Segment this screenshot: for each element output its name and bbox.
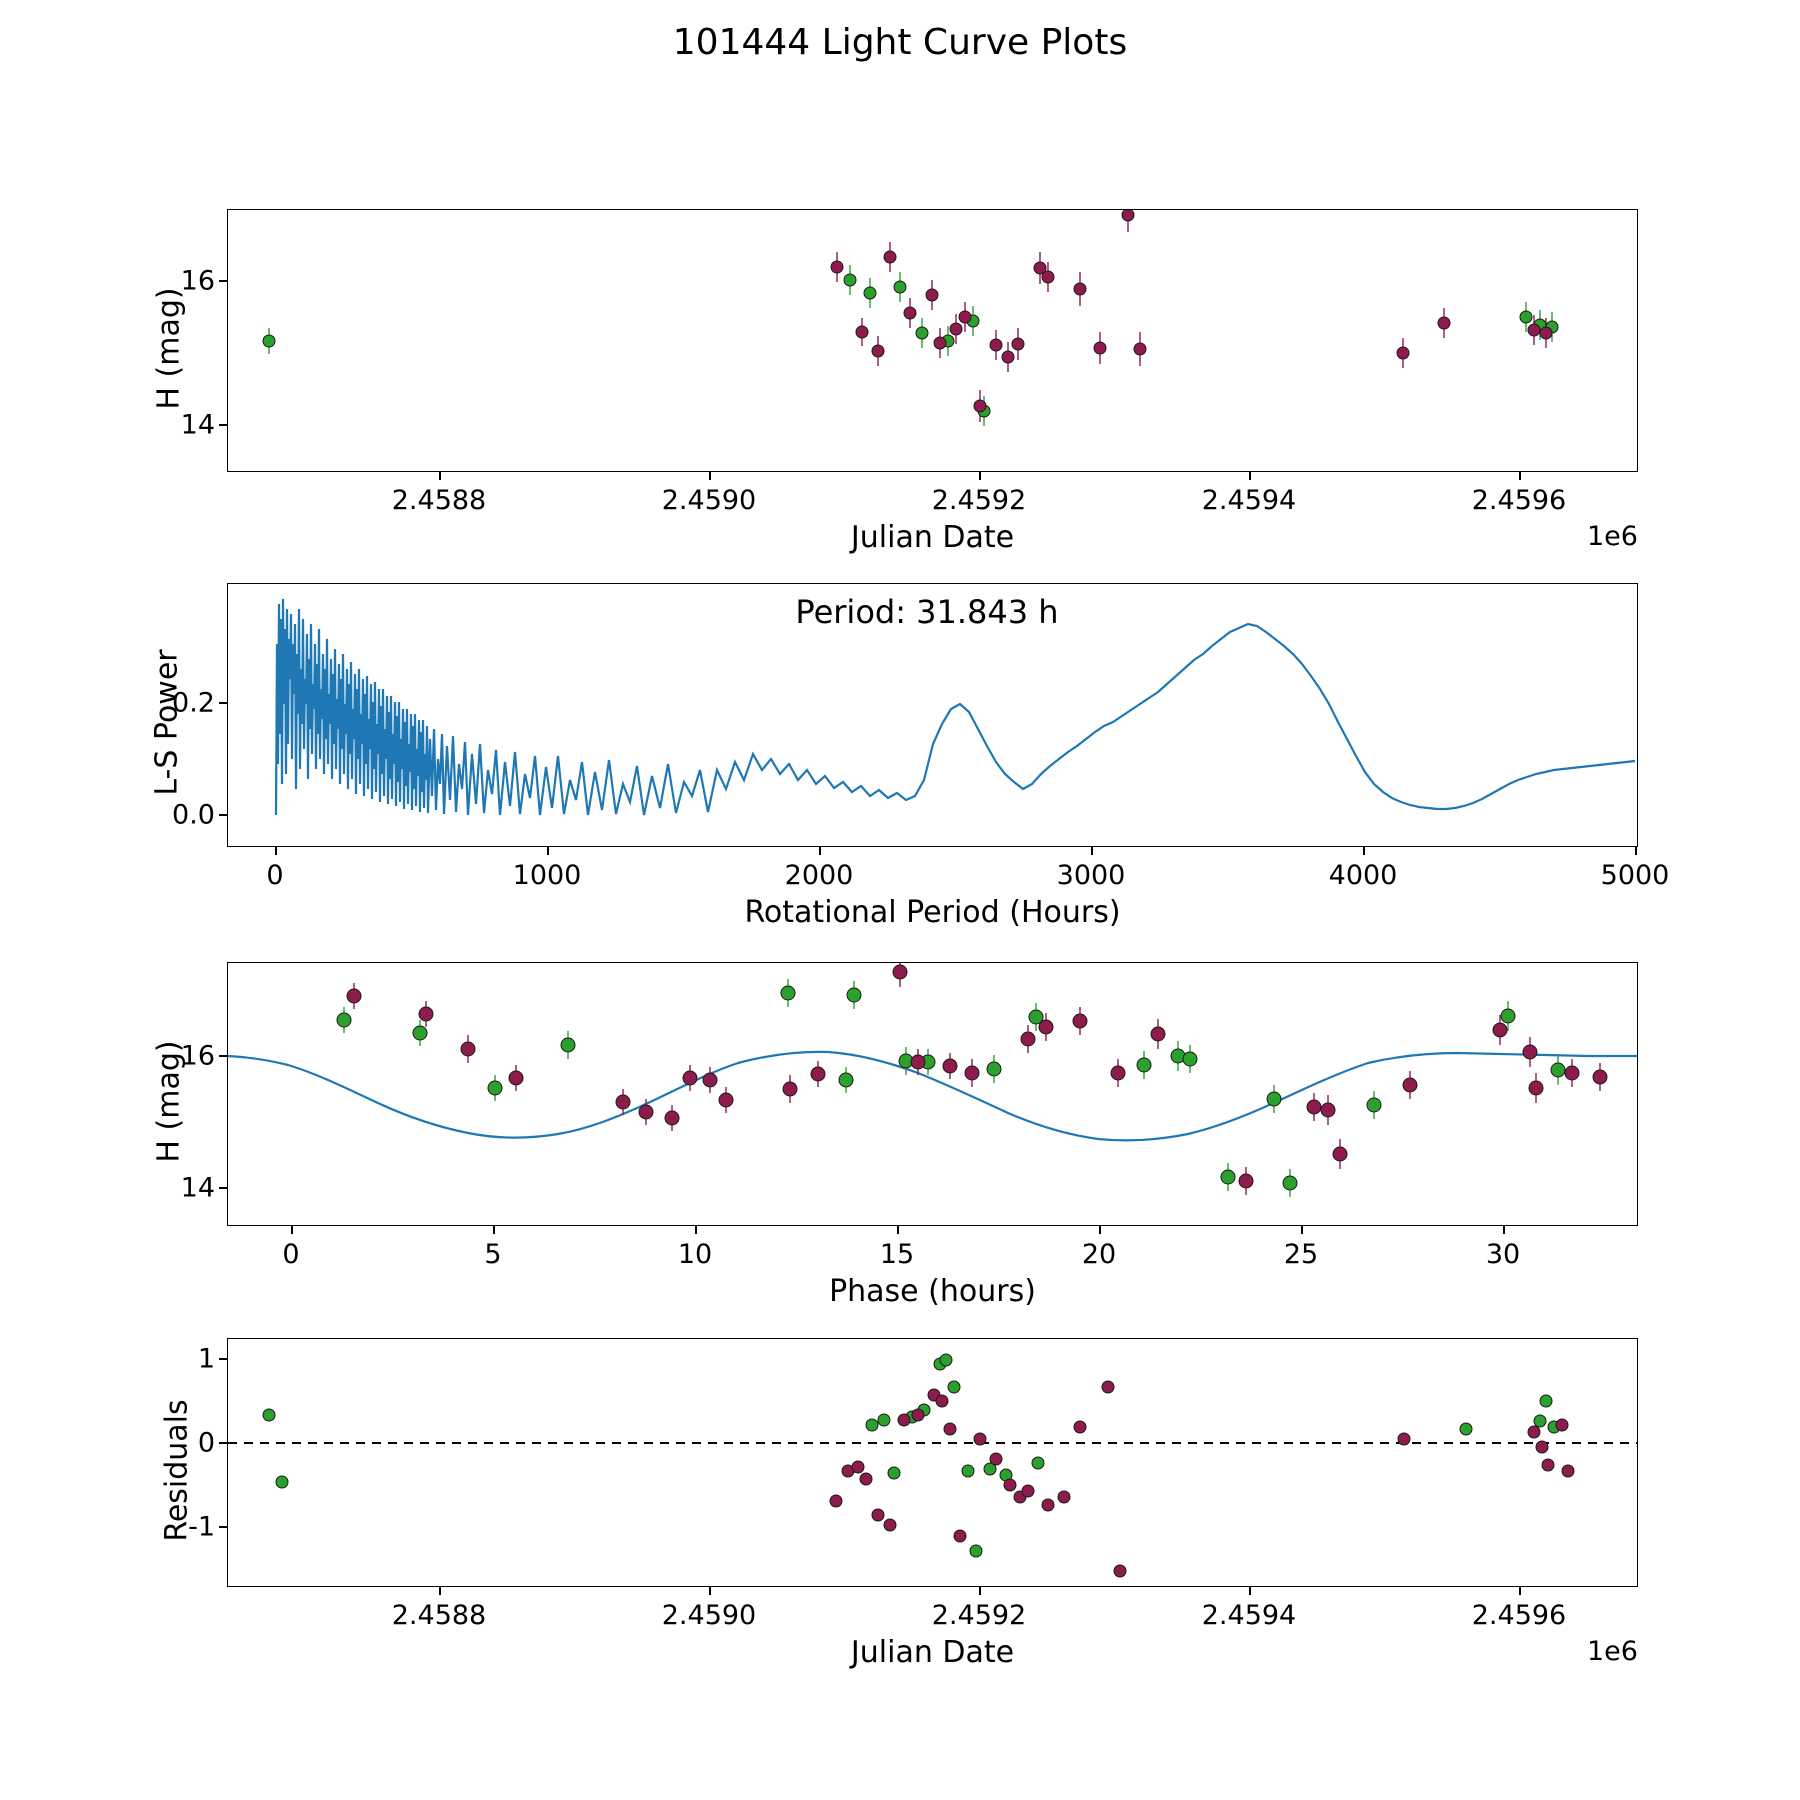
- tick: [979, 472, 981, 480]
- figure-title: 101444 Light Curve Plots: [672, 22, 1128, 63]
- xtick-label: 2.4596: [1471, 1600, 1567, 1631]
- residuals-plot: [228, 1339, 1638, 1587]
- tick: [1635, 847, 1637, 855]
- xtick-label: 0: [266, 860, 284, 891]
- xtick-label: 10: [677, 1239, 713, 1270]
- phased-plot: [228, 963, 1638, 1226]
- xtick-label: 2.4594: [1201, 485, 1297, 516]
- tick: [1503, 1226, 1505, 1234]
- xtick-label: 0: [282, 1239, 300, 1270]
- tick: [219, 424, 227, 426]
- tick: [219, 1526, 227, 1528]
- lightcurve-plot: [228, 210, 1638, 472]
- phased-xlabel: Phase (hours): [829, 1274, 1036, 1309]
- tick: [219, 702, 227, 704]
- xtick-label: 5: [484, 1239, 502, 1270]
- ytick-label: 0.0: [172, 799, 215, 831]
- residuals-ylabel: Residuals: [159, 1399, 195, 1542]
- ytick-label: 16: [180, 265, 215, 297]
- xtick-label: 2.4588: [391, 485, 487, 516]
- tick: [547, 847, 549, 855]
- xtick-label: 1000: [512, 860, 582, 891]
- xtick-label: 2.4594: [1201, 1600, 1297, 1631]
- residuals-axes: [227, 1338, 1638, 1587]
- tick: [219, 1442, 227, 1444]
- residuals-x-offset: 1e6: [1587, 1636, 1638, 1667]
- phased-points-magenta: [347, 965, 1607, 1188]
- xtick-label: 30: [1485, 1239, 1521, 1270]
- residuals-points-magenta: [830, 1381, 1574, 1577]
- tick: [219, 1358, 227, 1360]
- periodogram-xlabel: Rotational Period (Hours): [744, 895, 1121, 930]
- tick: [709, 472, 711, 480]
- xtick-label: 4000: [1328, 860, 1398, 891]
- tick: [493, 1226, 495, 1234]
- residuals-xlabel: Julian Date: [850, 1635, 1015, 1670]
- ytick-label: 0.2: [172, 687, 215, 719]
- ytick-label: -1: [188, 1511, 215, 1543]
- tick: [1249, 1587, 1251, 1595]
- lightcurve-xlabel: Julian Date: [850, 520, 1015, 555]
- xtick-label: 3000: [1056, 860, 1126, 891]
- panel-lightcurve: [151, 209, 1638, 555]
- tick: [439, 1587, 441, 1595]
- tick: [1091, 847, 1093, 855]
- lightcurve-ylabel: H (mag): [151, 287, 187, 410]
- tick: [695, 1226, 697, 1234]
- tick: [709, 1587, 711, 1595]
- phased-ylabel: H (mag): [151, 1040, 187, 1163]
- tick: [1249, 472, 1251, 480]
- xtick-label: 25: [1283, 1239, 1319, 1270]
- xtick-label: 15: [879, 1239, 915, 1270]
- tick: [1301, 1226, 1303, 1234]
- tick: [1363, 847, 1365, 855]
- tick: [291, 1226, 293, 1234]
- tick: [979, 1587, 981, 1595]
- tick: [1099, 1226, 1101, 1234]
- tick: [897, 1226, 899, 1234]
- tick: [219, 1055, 227, 1057]
- residuals-points-green: [263, 1354, 1560, 1557]
- xtick-label: 2.4592: [931, 1600, 1027, 1631]
- period-annotation: Period: 31.843 h: [795, 593, 1059, 631]
- tick: [219, 280, 227, 282]
- tick: [439, 472, 441, 480]
- panel-residuals: [159, 1338, 1638, 1670]
- xtick-label: 2.4588: [391, 1600, 487, 1631]
- panel-periodogram: [149, 583, 1670, 930]
- ytick-label: 1: [197, 1343, 215, 1375]
- tick: [219, 814, 227, 816]
- tick: [1519, 472, 1521, 480]
- phased-axes: [227, 962, 1638, 1226]
- xtick-label: 2000: [784, 860, 854, 891]
- panel-phased: [151, 962, 1638, 1309]
- tick: [1519, 1587, 1521, 1595]
- lightcurve-axes: [227, 209, 1638, 472]
- lightcurve-points-green: [263, 274, 1558, 417]
- ytick-label: 14: [180, 1172, 215, 1204]
- lightcurve-x-offset: 1e6: [1587, 521, 1638, 552]
- xtick-label: 2.4590: [661, 1600, 757, 1631]
- tick: [219, 1187, 227, 1189]
- ytick-label: 0: [197, 1427, 215, 1459]
- tick: [275, 847, 277, 855]
- xtick-label: 2.4590: [661, 485, 757, 516]
- xtick-label: 20: [1081, 1239, 1117, 1270]
- periodogram-ylabel: L-S Power: [149, 649, 185, 796]
- tick: [819, 847, 821, 855]
- xtick-label: 2.4596: [1471, 485, 1567, 516]
- ytick-label: 14: [180, 409, 215, 441]
- xtick-label: 5000: [1600, 860, 1670, 891]
- xtick-label: 2.4592: [931, 485, 1027, 516]
- ytick-label: 16: [180, 1040, 215, 1072]
- ls-power-curve: [276, 599, 1635, 815]
